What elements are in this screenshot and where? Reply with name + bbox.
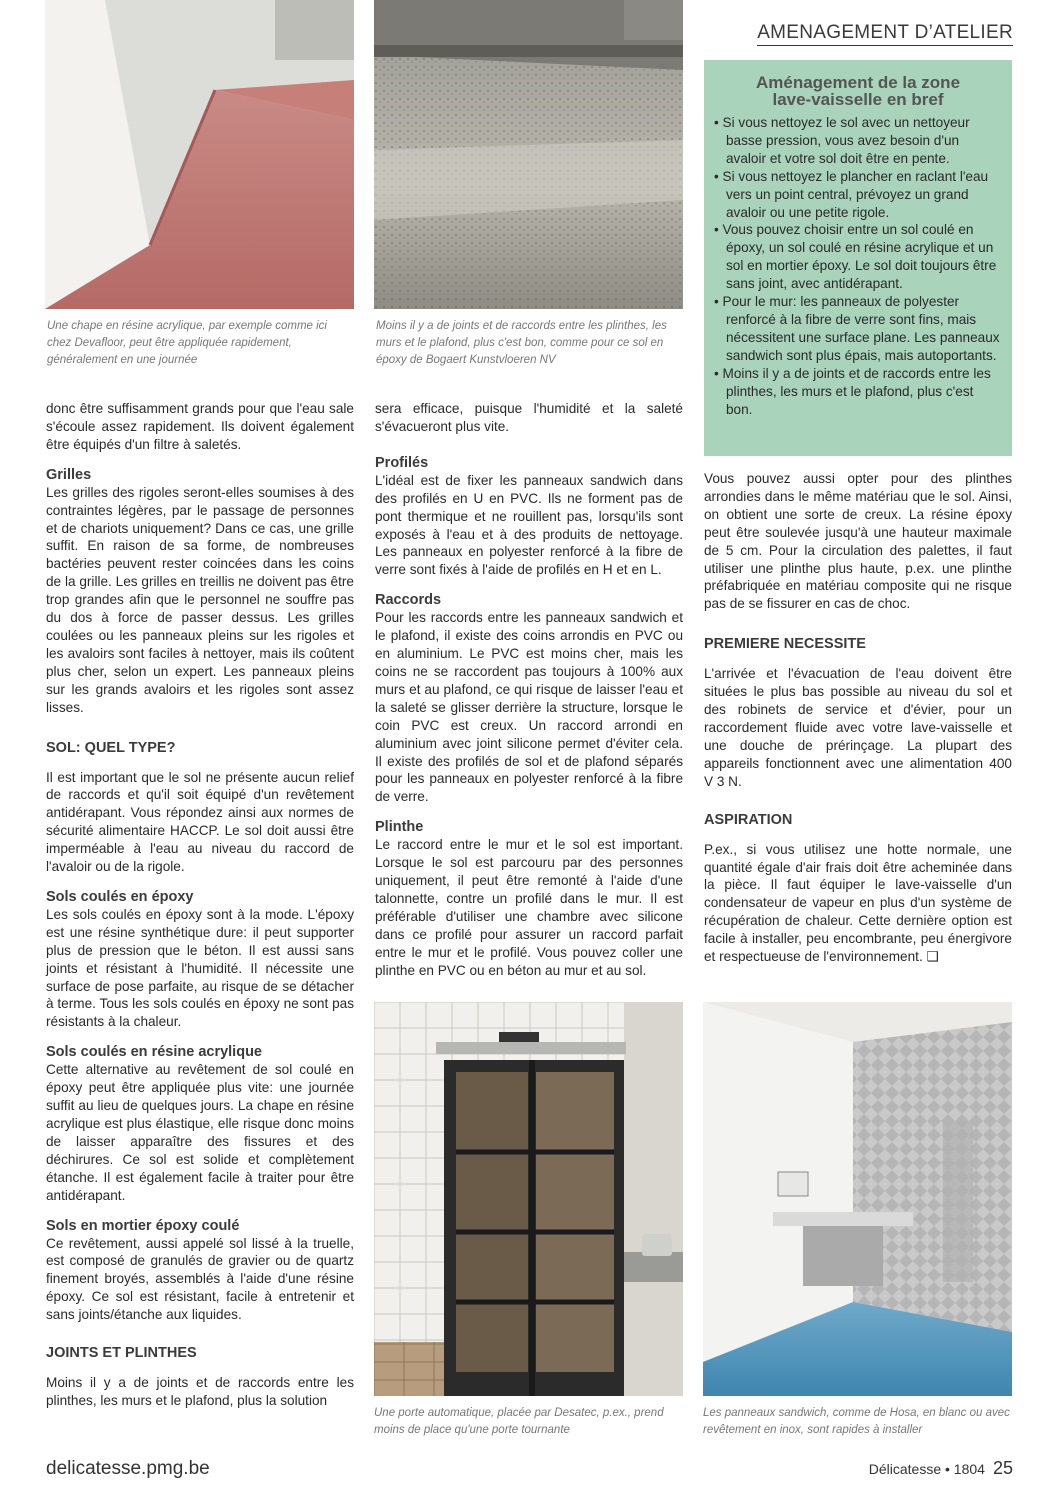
column-1 [46, 400, 354, 1410]
heading-sol: SOL: QUEL TYPE? [46, 739, 176, 756]
paragraph [704, 841, 1012, 966]
summary-list [714, 114, 1002, 418]
subheading-raccords: Raccords [375, 592, 442, 609]
section-header: AMENAGEMENT D’ATELIER [757, 22, 1013, 46]
footer-issue: Délicatesse • 1804 [868, 1461, 985, 1477]
heading-aspiration: ASPIRATION [704, 811, 793, 828]
list-item: • Vous pouvez choisir entre un sol coulé en époxy, un sol coulé en résine acrylique et un sol en mortier époxy. Le sol doit toujours être sans joint, avec antidérapant. [714, 221, 1002, 293]
paragraph: Le raccord entre le mur et le sol est important. Lorsque le sol est parcouru par des personnes uniquement, il peut être remonté à l'aide d'une talonnette, contre un profilé dans le mur. Il est préférable d'utiliser une chambre avec silicone dans ce profilé pour assurer un raccord parfait entre le mur et le profilé. Vous pouvez coller une plinthe en PVC ou en béton au mur et au sol. [375, 837, 683, 978]
paragraph: Ce revêtement, aussi appelé sol lissé à la truelle, est composé de granulés de gravier ou de quartz finement broyés, assemblés à l'aide d'une résine époxy. Ce sol est résistant, facile à entretenir et sans joints/étanche aux liquides. [46, 1235, 354, 1323]
summary-box [704, 60, 1012, 456]
list-item: • Pour le mur: les panneaux de polyester renforcé à la fibre de verre sont fins, mais nécessitent une surface plane. Les panneaux sandwich sont plus épais, mais autoportants. [714, 293, 1002, 365]
list-item: • Moins il y a de joints et de raccords entre les plinthes, les murs et le plafond, plus c'est bon. [714, 365, 1002, 419]
caption-epoxy-floor: Moins il y a de joints et de raccords entre les plinthes, les murs et le plafond, plus c'est bon, comme pour ce sol en époxy de Bogaert Kunstvloeren NV [376, 320, 667, 366]
subheading-grilles: Grilles [46, 466, 92, 483]
heading-premiere: PREMIERE NECESSITE [704, 636, 866, 653]
summary-title-line-2: lave-vaisselle en bref [772, 90, 944, 109]
subheading-plinthe: Plinthe [375, 819, 424, 836]
column-2 [375, 400, 683, 979]
list-item: • Si vous nettoyez le sol avec un nettoyeur basse pression, vous avez besoin d'un avaloir et votre sol doit être en pente. [714, 114, 1002, 168]
list-item: • Si vous nettoyez le plancher en raclant l'eau vers un point central, prévoyez un grand avaloir ou une petite rigole. [714, 168, 1002, 222]
photo-acrylic-floor [45, 0, 354, 309]
caption-automatic-door: Une porte automatique, placée par Desatec, p.ex., prend moins de place qu'une porte tournante [374, 1407, 664, 1436]
photo-automatic-door [374, 1002, 683, 1396]
paragraph: Les grilles des rigoles seront-elles soumises à des contraintes légères, par le passage de personnes et de chariots uniquement? Dans ce cas, une grille suffit. En raison de sa forme, de nombreuses bactéries peuvent rester coincées dans les coins de la grille. Les grilles en treillis ne doivent pas être trop grandes afin que le personnel ne souffre pas du dos à force de passer dessus. Les grilles coulées ou les panneaux pleins sur les rigoles et les avaloirs sont faciles à nettoyer, mais ils coûtent plus cher, selon un expert. Les panneaux pleins sur les grands avaloirs et les rigoles sont assez lisses. [46, 484, 354, 715]
paragraph: sera efficace, puisque l'humidité et la saleté s'évacueront plus vite. [375, 401, 683, 434]
paragraph: Cette alternative au revêtement de sol coulé en époxy peut être appliquée plus vite: une journée suffit au lieu de quelques jours. La chape en résine acrylique est plus élastique, elle risque donc moins de laisser apparaître des fissures et des déchirures. Ce sol est solide et complètement étanche. Il est également facile à traiter pour être antidérapant. [46, 1062, 354, 1203]
footer-magazine [869, 1458, 1013, 1479]
subheading-acrylic: Sols coulés en résine acrylique [46, 1044, 262, 1061]
paragraph: Moins il y a de joints et de raccords entre les plinthes, les murs et le plafond, plus la solution [46, 1375, 354, 1408]
aspiration-text: P.ex., si vous utilisez une hotte normale, une quantité égale d'air frais doit être acheminée dans la pièce. Il faut équiper le lave-vaisselle d'un condensateur de vapeur en plus d'un système de récupération de chaleur. Cette dernière option est facile à installer, peu encombrante, peu énergivore et respectueuse de l'environnement. [704, 841, 1012, 965]
paragraph: Les sols coulés en époxy sont à la mode. L'époxy est une résine synthétique dure: il peut supporter plus de pression que le béton. Il est aussi sans joints et résistant à l'humidité. Il nécessite une surface de pose parfaite, au risque de se détacher à terme. Tous les sols coulés en époxy ne sont pas résistants à la chaleur. [46, 906, 354, 1030]
summary-title-line-1: Aménagement de la zone [755, 73, 961, 92]
paragraph: L'arrivée et l'évacuation de l'eau doivent être situées le plus bas possible au niveau du sol et des robinets de service et d'évier, pour un raccordement fluide avec votre lave-vaisselle et une douche de prérinçage. La plupart des appareils fonctionnent avec une alimentation 400 V 3 N. [704, 666, 1012, 789]
summary-title [714, 74, 1002, 108]
footer-website: delicatesse.pmg.be [46, 1458, 210, 1479]
paragraph: Il est important que le sol ne présente aucun relief de raccords et qu'il soit équipé d'un revêtement antidérapant. Vous répondez ainsi aux normes de sécurité alimentaire HACCP. Le sol doit aussi être imperméable à l'eau au niveau du raccord de l'avaloir ou de la rigole. [46, 769, 354, 875]
caption-sandwich-panels: Les panneaux sandwich, comme de Hosa, en blanc ou avec revêtement en inox, sont rapides à installer [703, 1407, 1010, 1436]
page-number: 25 [992, 1458, 1013, 1478]
photo-epoxy-floor [374, 0, 683, 309]
caption-acrylic-floor: Une chape en résine acrylique, par exemple comme ici chez Devafloor, peut être appliquée rapidement, généralement en une journée [47, 320, 327, 366]
photo-sandwich-panels [703, 1002, 1012, 1396]
end-mark-icon: ❑ [926, 949, 939, 965]
subheading-mortar: Sols en mortier époxy coulé [46, 1217, 240, 1234]
paragraph: donc être suffisamment grands pour que l'eau sale s'écoule assez rapidement. Ils doivent également être équipés d'un filtre à saletés. [46, 401, 354, 452]
subheading-profiles: Profilés [375, 454, 429, 471]
subheading-epoxy: Sols coulés en époxy [46, 888, 194, 905]
column-3 [704, 470, 1012, 966]
paragraph: L'idéal est de fixer les panneaux sandwich dans des profilés en U en PVC. Ils ne forment pas de pont thermique et ne rouillent pas, lorsqu'ils sont exposés à l'eau et à des produits de nettoyage. Les panneaux en polyester renforcé à la fibre de verre sont fixés à l'aide de profilés en H et en L. [375, 472, 683, 578]
paragraph: Pour les raccords entre les panneaux sandwich et le plafond, il existe des coins arrondis en PVC ou en aluminium. Le PVC est moins cher, mais les coins ne se raccordent pas toujours à 100% aux murs et au plafond, ce qui risque de laisser l'eau et la saleté se glisser derrière la structure, lorsque le coin PVC est creux. Un raccord arrondi en aluminium avec joint silicone permet d'éviter cela. Il existe des profilés de sol et de plafond séparés pour les panneaux en polyester renforcé à la fibre de verre. [375, 610, 683, 805]
heading-joints: JOINTS ET PLINTHES [46, 1345, 197, 1362]
paragraph: Vous pouvez aussi opter pour des plinthes arrondies dans le même matériau que le sol. Ainsi, on obtient une sorte de creux. La résine époxy peut être soulevée jusqu'à une hauteur maximale de 5 cm. Pour la circulation des palettes, il faut utiliser une plinthe plus haute, p.ex. une plinthe préfabriquée en matériau composite qui ne risque pas de se fissurer en cas de choc. [704, 471, 1012, 612]
